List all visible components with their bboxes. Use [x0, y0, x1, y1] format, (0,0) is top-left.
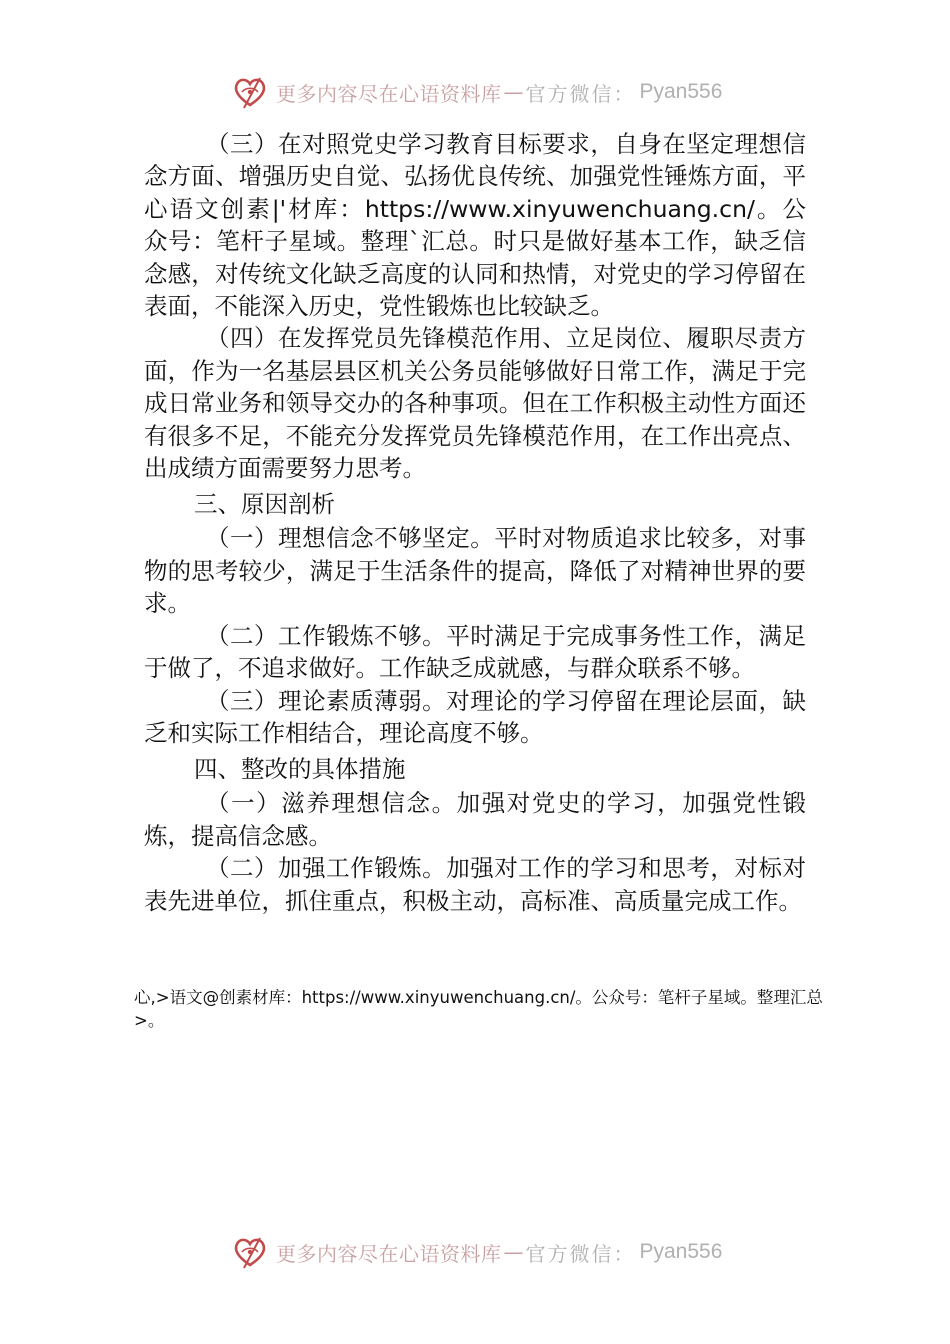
- watermark-wechat-label: 官方微信：: [525, 1241, 636, 1266]
- watermark-site-text: 更多内容尽在心语资料库: [276, 1241, 502, 1266]
- paragraph-measure-1: （一）滋养理想信念。加强对党史的学习，加强党性锻炼，提高信念感。: [144, 789, 806, 850]
- paragraph-measure-2: （二）加强工作锻炼。加强对工作的学习和思考，对标对表先进单位，抓住重点，积极主动，高标准、高质量完成工作。: [144, 854, 806, 915]
- paragraph-point-3: （三）在对照党史学习教育目标要求，自身在坚定理想信念方面、增强历史自觉、弘扬优良传统、加强党性锤炼方面，平心语文创素|'材库：https://www.xinyuwenchuang.cn/。公众号：笔杆子星域。整理`汇总。时只是做好基本工作，缺乏信念感，对传统文化缺乏高度的认同和热情，对党史的学习停留在表面，不能深入历史，党性锻炼也比较缺乏。: [144, 130, 806, 321]
- watermark-wechat-id: Pyan556: [639, 80, 723, 103]
- source-note: 心,>语文@创素材库：https://www.xinyuwenchuang.cn/。公众号：笔杆子星域。整理汇总>。: [134, 988, 823, 1030]
- watermark-dash: —: [503, 80, 524, 104]
- watermark-dash: —: [503, 1240, 524, 1264]
- heart-pen-logo-icon: [230, 1232, 270, 1272]
- paragraph-point-4: （四）在发挥党员先锋模范作用、立足岗位、履职尽责方面，作为一名基层县区机关公务员能够做好日常工作，满足于完成日常业务和领导交办的各种事项。但在工作积极主动性方面还有很多不足，不能充分发挥党员先锋模范作用，在工作出亮点、出成绩方面需要努力思考。: [144, 324, 806, 483]
- section-heading-cause-analysis: 三、原因剖析: [194, 490, 335, 519]
- document-body: [144, 128, 806, 917]
- footer-watermark: [230, 1230, 722, 1274]
- paragraph-cause-2: （二）工作锻炼不够。平时满足于完成事务性工作，满足于做了，不追求做好。工作缺乏成就感，与群众联系不够。: [144, 621, 806, 683]
- heart-pen-logo-icon: [230, 72, 270, 112]
- section-heading-measures: 四、整改的具体措施: [194, 755, 406, 784]
- watermark-wechat-label: 官方微信：: [525, 81, 636, 106]
- header-watermark: [230, 70, 722, 114]
- paragraph-cause-3: （三）理论素质薄弱。对理论的学习停留在理论层面，缺乏和实际工作相结合，理论高度不够。: [144, 686, 806, 747]
- watermark-wechat-id: Pyan556: [639, 1240, 723, 1263]
- watermark-site-text: 更多内容尽在心语资料库: [276, 81, 502, 106]
- paragraph-cause-1: （一）理想信念不够坚定。平时对物质追求比较多，对事物的思考较少，满足于生活条件的提高，降低了对精神世界的要求。: [144, 524, 806, 618]
